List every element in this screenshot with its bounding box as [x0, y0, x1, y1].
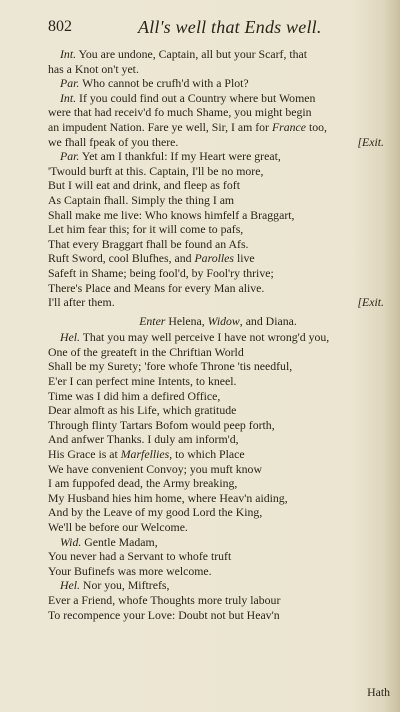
line-text: Yet am I thankful: If my Heart were great, — [79, 149, 281, 164]
verse-line — [48, 251, 388, 266]
line-text: We have convenient Convoy; you muft know — [48, 461, 262, 476]
verse-line — [48, 164, 388, 179]
verse-line — [48, 237, 388, 252]
speech-line — [48, 535, 388, 550]
line-text: has a Knot on't yet. — [48, 61, 139, 76]
verse-line — [48, 462, 388, 477]
italic-name: Marfellies — [120, 447, 170, 462]
line-text: We'll be before our Welcome. — [48, 520, 188, 534]
verse-line — [48, 62, 388, 77]
verse-line — [48, 222, 388, 237]
line-text: My Husband hies him home, where Heav'n aiding, — [48, 490, 288, 505]
verse-line — [48, 447, 388, 462]
speech-line — [48, 76, 388, 91]
line-text-continued: live — [234, 251, 255, 266]
line-text: There's Place and Means for every Man alive. — [48, 280, 265, 295]
page-number: 802 — [48, 18, 72, 35]
exit-direction: [Exit. — [357, 295, 384, 310]
verse-line — [48, 403, 388, 418]
line-text: E'er I can perfect mine Intents, to kneel. — [48, 374, 237, 389]
verse-line — [48, 359, 388, 374]
verse-line — [48, 208, 388, 223]
line-text: we fhall fpeak of you there. — [48, 134, 179, 149]
speaker-name: Wid. — [60, 534, 82, 549]
line-text: an impudent Nation. Fare ye well, Sir, I am for — [48, 119, 272, 134]
line-text-continued: , to which Place — [169, 447, 245, 462]
line-text: His Grace is at — [48, 447, 121, 462]
verse-line — [48, 418, 388, 433]
line-text: Shall make me live: Who knows himfelf a Braggart, — [48, 207, 295, 222]
verse-line — [48, 476, 388, 491]
speaker-name: Int. — [60, 47, 77, 61]
play-text — [48, 47, 388, 622]
line-text: were that had receiv'd fo much Shame, you might begin — [48, 105, 312, 120]
verse-line — [48, 593, 388, 608]
line-text: Through flinty Tartars Bofom would peep forth, — [48, 417, 275, 432]
speech-line — [48, 330, 388, 345]
verse-line — [48, 549, 388, 564]
speaker-name: Hel. — [60, 578, 80, 593]
line-text: Ever a Friend, whofe Thoughts more truly labour — [48, 592, 281, 607]
verse-line — [48, 178, 388, 193]
stage-direction: Enter Helena, Widow, and Diana. — [139, 313, 297, 328]
verse-line — [48, 564, 388, 579]
verse-line — [48, 432, 388, 447]
line-text: I am fuppofed dead, the Army breaking, — [48, 476, 238, 491]
line-text: 'Twould burft at this. Captain, I'll be no more, — [48, 163, 264, 178]
line-text: Dear almoft as his Life, which gratitude — [48, 403, 237, 418]
line-text: Nor you, Miftrefs, — [79, 578, 170, 593]
italic-name: Parolles — [194, 251, 235, 266]
speaker-name: Int. — [60, 90, 77, 105]
line-text: And by the Leave of my good Lord the King, — [48, 505, 263, 520]
verse-line — [48, 389, 388, 404]
line-text: Ruft Sword, cool Blufhes, and — [48, 251, 195, 266]
line-text: If you could find out a Country where but Women — [76, 90, 316, 105]
speech-line — [48, 149, 388, 164]
line-text: Who cannot be crufh'd with a Plot? — [79, 76, 249, 91]
line-text: You are undone, Captain, all but your Scarf, that — [76, 47, 308, 61]
line-text: You never had a Servant to whofe truft — [48, 549, 232, 564]
page-header — [48, 18, 388, 42]
verse-line — [48, 266, 388, 281]
verse-line — [48, 281, 388, 296]
verse-line — [48, 491, 388, 506]
line-text: And anfwer Thanks. I duly am inform'd, — [48, 432, 239, 447]
verse-line — [48, 295, 388, 310]
running-title: All's well that Ends well. — [138, 17, 322, 37]
speech-line — [48, 91, 388, 106]
line-text: Let him fear this; for it will come to pafs, — [48, 222, 244, 237]
verse-line — [48, 520, 388, 535]
speaker-name: Par. — [60, 149, 80, 164]
exit-direction: [Exit. — [357, 134, 384, 149]
verse-line — [48, 608, 388, 623]
verse-line — [48, 135, 388, 150]
speech-line — [48, 47, 388, 62]
line-text: To recompence your Love: Doubt not but Heav'n — [48, 607, 280, 622]
line-text: Shall be my Surety; 'fore whofe Throne 'tis needful, — [48, 359, 293, 374]
catchword: Hath — [367, 685, 390, 699]
speaker-name: Hel. — [60, 330, 80, 345]
line-text: That you may well perceive I have not wrong'd you, — [79, 330, 330, 345]
verse-line — [48, 193, 388, 208]
line-text: I'll after them. — [48, 295, 115, 310]
verse-line — [48, 505, 388, 520]
line-text: That every Braggart fhall be found an Afs. — [48, 236, 249, 251]
line-text: Safeft in Shame; being fool'd, by Fool'ry thrive; — [48, 265, 274, 280]
verse-line — [48, 345, 388, 360]
line-text: As Captain fhall. Simply the thing I am — [48, 192, 235, 207]
verse-line — [48, 374, 388, 389]
verse-line — [48, 105, 388, 120]
line-text: Gentle Madam, — [81, 534, 158, 549]
line-text-continued: too, — [306, 119, 328, 134]
line-text: Your Bufinefs was more welcome. — [48, 563, 212, 578]
verse-line — [48, 120, 388, 135]
line-text: Time was I did him a defired Office, — [48, 388, 221, 403]
italic-name: France — [271, 119, 307, 134]
speech-line — [48, 578, 388, 593]
line-text: One of the greateft in the Chriftian World — [48, 344, 244, 359]
line-text: But I will eat and drink, and fleep as foft — [48, 178, 240, 193]
speaker-name: Par. — [60, 76, 80, 91]
